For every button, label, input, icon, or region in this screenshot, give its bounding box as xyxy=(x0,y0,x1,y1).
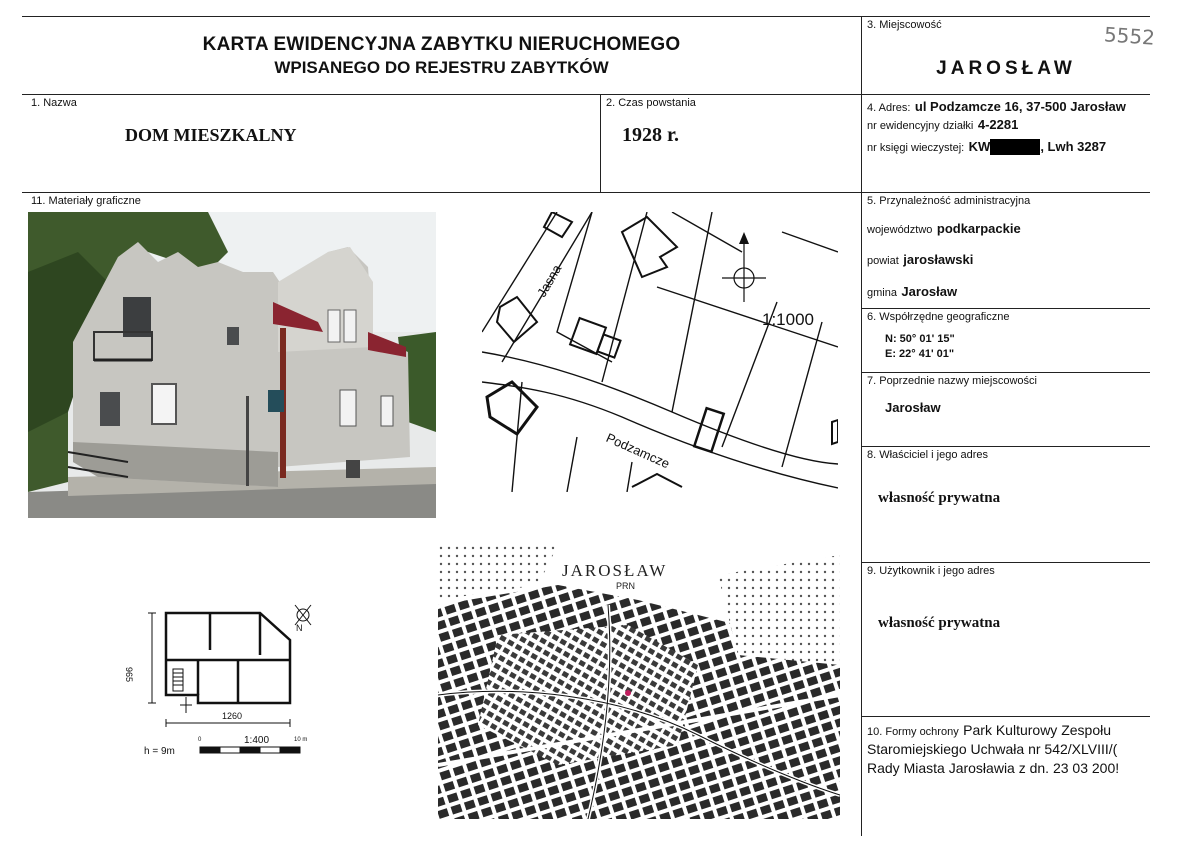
title-line-2: WPISANEGO DO REJESTRU ZABYTKÓW xyxy=(274,58,609,77)
plot-line xyxy=(867,116,1018,134)
name-created-divider xyxy=(600,94,601,192)
site-map xyxy=(482,212,838,492)
town-map xyxy=(438,545,840,819)
land-register-label: nr księgi wieczystej: xyxy=(867,142,965,154)
county-line xyxy=(867,251,973,269)
floor-plan-scale: 1:400 xyxy=(244,735,270,746)
site-map-scale: 1:1000 xyxy=(762,310,814,329)
house-photo xyxy=(28,212,436,518)
county-label: powiat xyxy=(867,255,899,267)
site-map-drawing xyxy=(482,212,838,492)
scale-bar-end: 10 m xyxy=(294,737,308,743)
user-label: 9. Użytkownik i jego adres xyxy=(867,565,995,577)
graphics-label: 11. Materiały graficzne xyxy=(31,195,141,207)
redaction-box xyxy=(990,139,1040,155)
commune-label: gmina xyxy=(867,287,897,299)
header-bottom-line xyxy=(22,94,1150,95)
protection-value-1: Park Kulturowy Zespołu xyxy=(963,722,1111,738)
house-photo-drawing xyxy=(28,212,436,518)
coords-e: E: 22° 41' 01" xyxy=(885,348,955,360)
voivodeship-value: podkarpackie xyxy=(936,221,1021,236)
top-border xyxy=(22,16,1150,17)
sep-previous xyxy=(862,372,1150,373)
stamp-number: 5552 xyxy=(1103,22,1156,50)
protection-value-3: Rady Miasta Jarosławia z dn. 23 03 200! xyxy=(867,760,1120,776)
owner-label: 8. Właściciel i jego adres xyxy=(867,449,989,461)
voivodeship-label: województwo xyxy=(867,224,933,236)
locality-value: JAROSŁAW xyxy=(936,58,1076,79)
owner-value: własność prywatna xyxy=(878,490,1001,506)
title-line-1: KARTA EWIDENCYJNA ZABYTKU NIERUCHOMEGO xyxy=(202,34,681,55)
sep-owner xyxy=(862,446,1150,447)
land-register-line xyxy=(867,138,1106,156)
floor-plan-north: N xyxy=(296,623,303,633)
coords-label: 6. Współrzędne geograficzne xyxy=(867,311,1010,323)
address-value: ul Podzamcze 16, 37-500 Jarosław xyxy=(914,99,1126,114)
protection-value-2: Staromiejskiego Uchwała nr 542/XLVIII/( xyxy=(867,741,1118,757)
floor-plan-width-dim: 1260 xyxy=(222,711,243,721)
street-jasna: Jasna xyxy=(534,261,565,300)
voivodeship-line xyxy=(867,220,1021,238)
floor-plan-height-dim: 965 xyxy=(124,667,134,683)
land-register-prefix: KW xyxy=(968,139,991,154)
address-label: 4. Adres: xyxy=(867,102,911,114)
town-map-sublabel: PRN xyxy=(616,581,636,591)
plot-label: nr ewidencyjny działki xyxy=(867,120,974,132)
previous-names-value: Jarosław xyxy=(885,400,941,415)
commune-value: Jarosław xyxy=(901,284,958,299)
land-register-suffix: , Lwh 3287 xyxy=(1040,139,1107,154)
user-value: własność prywatna xyxy=(878,615,1001,631)
sep-coords xyxy=(862,308,1150,309)
document-title xyxy=(22,34,861,78)
coords-n: N: 50° 01' 15" xyxy=(885,333,955,345)
floor-plan xyxy=(110,585,348,785)
name-label: 1. Nazwa xyxy=(31,97,77,109)
previous-names-label: 7. Poprzednie nazwy miejscowości xyxy=(867,375,1037,387)
town-map-drawing xyxy=(438,545,840,819)
protection-label: 10. Formy ochrony xyxy=(867,726,959,738)
address-line xyxy=(867,98,1126,116)
scale-bar-start: 0 xyxy=(198,737,202,743)
protection-line-1 xyxy=(867,722,1111,740)
floor-plan-height-note: h = 9m xyxy=(144,746,175,757)
row2-bottom-line xyxy=(22,192,1150,193)
street-podzamcze: Podzamcze xyxy=(603,430,673,472)
commune-line xyxy=(867,283,957,301)
right-column-divider xyxy=(861,16,862,836)
sep-user xyxy=(862,562,1150,563)
admin-label: 5. Przynależność administracyjna xyxy=(867,195,1031,207)
town-map-label: JAROSŁAW xyxy=(562,561,668,580)
sep-protection xyxy=(862,716,1150,717)
plot-value: 4-2281 xyxy=(977,117,1019,132)
name-value: DOM MIESZKALNY xyxy=(125,125,297,145)
locality-label: 3. Miejscowość xyxy=(867,19,942,31)
created-value: 1928 r. xyxy=(622,124,680,146)
county-value: jarosławski xyxy=(903,252,974,267)
created-label: 2. Czas powstania xyxy=(606,97,696,109)
